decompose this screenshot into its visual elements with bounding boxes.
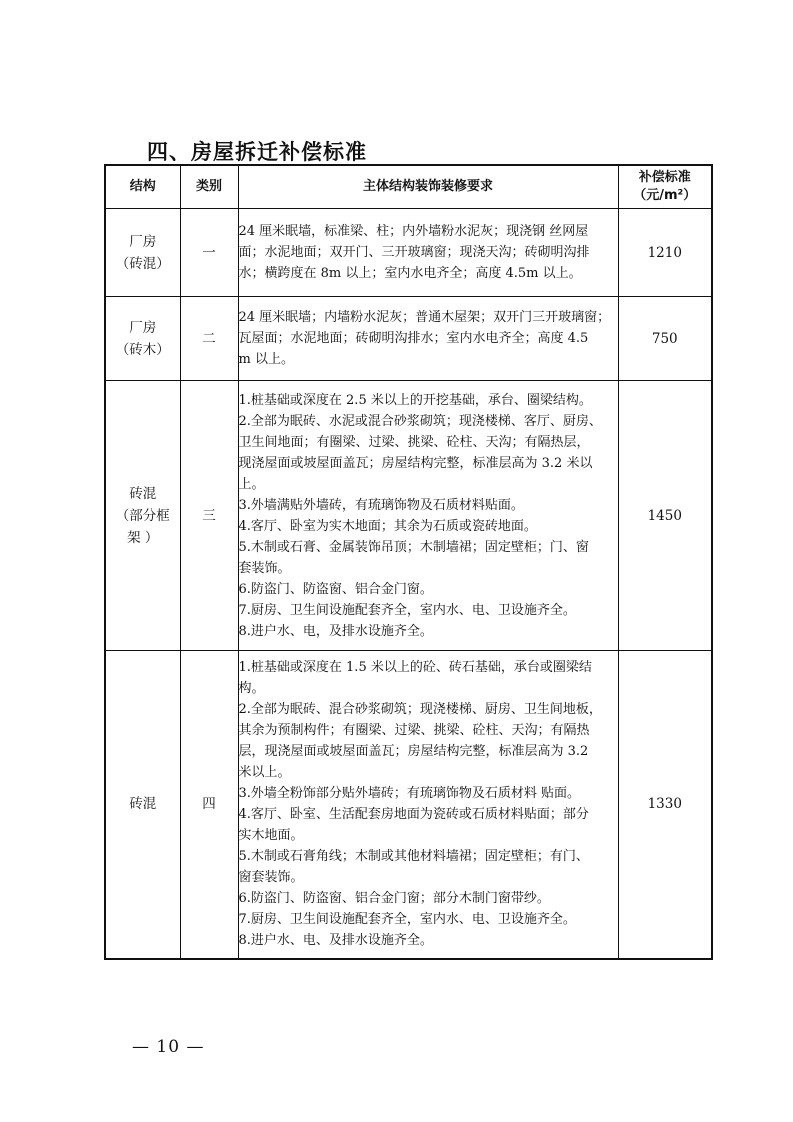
structure-text: 砖混 xyxy=(129,485,157,502)
requirement-line: 实木地面。 xyxy=(238,828,304,844)
requirement-line: 现浇屋面或坡屋面盖瓦；房屋结构完整，标准层高为 3.2 米以 xyxy=(238,455,593,471)
requirement-line: 卫生间地面；有圈梁、过梁、挑梁、砼柱、天沟；有隔热层， xyxy=(238,434,590,450)
header-price-unit: （元/m²） xyxy=(633,188,697,203)
requirement-line: 窗套装饰。 xyxy=(238,870,304,886)
requirement-line: 6.防盗门、防盗窗、铝合金门窗；部分木制门窗带纱。 xyxy=(238,891,550,907)
requirement-line: 4.客厅、卧室、生活配套房地面为瓷砖或石质材料贴面；部分 xyxy=(238,807,589,823)
section-heading: 四、房屋拆迁补偿标准 xyxy=(147,140,367,164)
header-price-line: 补偿标准 xyxy=(638,170,691,185)
table-header-row xyxy=(105,165,712,209)
requirement-line: 8.进户水、电、及排水设施齐全。 xyxy=(238,933,433,949)
requirement-line: 7.厨房、卫生间设施配套齐全，室内水、电、卫设施齐全。 xyxy=(238,602,576,618)
requirement-line: 套装饰。 xyxy=(238,560,291,576)
requirements-cell xyxy=(238,651,618,959)
structure-cell xyxy=(105,209,180,297)
structure-cell xyxy=(105,381,180,651)
requirements-cell xyxy=(238,209,618,297)
requirement-line: 水；横跨度在 8m 以上；室内水电齐全；高度 4.5m 以上。 xyxy=(238,266,582,281)
structure-text: 架 ） xyxy=(127,529,159,546)
structure-text: 厂房 xyxy=(129,319,157,336)
requirement-line: 3.外墙满贴外墙砖，有琉璃饰物及石质材料贴面。 xyxy=(238,497,524,513)
price-cell: 750 xyxy=(618,297,712,381)
requirement-line: 24 厘米眠墙，标准梁、柱；内外墙粉水泥灰；现浇钢 丝网屋 xyxy=(238,224,589,239)
requirement-line: 5.木制或石膏角线；木制或其他材料墙裙；固定壁柜；有门、 xyxy=(238,849,589,865)
structure-text: （部分框 xyxy=(115,507,170,524)
structure-cell xyxy=(105,651,180,959)
requirement-line: 24 厘米眠墙；内墙粉水泥灰；普通木屋架；双开门三开玻璃窗； xyxy=(238,310,611,325)
price-cell: 1210 xyxy=(618,209,712,297)
requirement-line: m 以上。 xyxy=(238,352,294,367)
price-cell: 1330 xyxy=(618,651,712,959)
requirement-line: 4.客厅、卧室为实木地面；其余为石质或瓷砖地面。 xyxy=(238,518,537,534)
category-cell: 一 xyxy=(180,209,238,297)
requirement-line: 1.桩基础或深度在 1.5 米以上的砼、砖石基础，承台或圈梁结 xyxy=(238,660,592,676)
requirement-line: 瓦屋面；水泥地面；砖砌明沟排水；室内水电齐全；高度 4.5 xyxy=(238,331,589,346)
requirement-line: 构。 xyxy=(238,681,265,697)
requirement-line: 1.桩基础或深度在 2.5 米以上的开挖基础，承台、圈梁结构。 xyxy=(238,392,592,408)
requirement-line: 7.厨房、卫生间设施配套齐全，室内水、电、卫设施齐全。 xyxy=(238,912,576,928)
category-cell: 三 xyxy=(180,381,238,651)
requirement-line: 8.进户水、电，及排水设施齐全。 xyxy=(238,623,433,639)
structure-cell xyxy=(105,297,180,381)
requirement-line: 3.外墙全粉饰部分贴外墙砖；有琉璃饰物及石质材料 贴面。 xyxy=(238,786,581,802)
category-cell: 二 xyxy=(180,297,238,381)
category-cell: 四 xyxy=(180,651,238,959)
compensation-table xyxy=(104,164,713,960)
price-cell: 1450 xyxy=(618,381,712,651)
requirement-line: 面；水泥地面；双开门、三开玻璃窗；现浇天沟；砖砌明沟排 xyxy=(238,245,590,260)
requirement-line: 2.全部为眠砖、水泥或混合砂浆砌筑；现浇楼梯、客厅、厨房、 xyxy=(238,413,602,429)
requirement-line: 上。 xyxy=(238,476,265,492)
header-price xyxy=(618,165,712,209)
requirement-line: 6.防盗门、防盗窗、铝合金门窗。 xyxy=(238,581,433,597)
structure-text: 厂房 xyxy=(129,233,157,250)
table-row xyxy=(105,651,712,959)
requirement-line: 米以上。 xyxy=(238,765,291,781)
requirement-line: 其余为预制构件；有圈梁、过梁、挑梁、砼柱、天沟；有隔热 xyxy=(238,723,590,739)
requirements-cell xyxy=(238,381,618,651)
requirements-cell xyxy=(238,297,618,381)
table-row xyxy=(105,297,712,381)
requirement-line: 2.全部为眠砖、混合砂浆砌筑；现浇楼梯、厨房、卫生间地板， xyxy=(238,702,602,718)
header-requirements: 主体结构装饰装修要求 xyxy=(238,165,618,209)
page-number: — 10 — xyxy=(132,1037,205,1057)
table-row xyxy=(105,381,712,651)
structure-text: （砖木） xyxy=(115,341,170,358)
requirement-line: 5.木制或石膏、金属装饰吊顶；木制墙裙；固定壁柜；门、窗 xyxy=(238,539,589,555)
table-row xyxy=(105,209,712,297)
structure-text: 砖混 xyxy=(129,796,157,813)
structure-text: （砖混） xyxy=(115,255,170,272)
header-category: 类别 xyxy=(180,165,238,209)
requirement-line: 层，现浇屋面或坡屋面盖瓦；房屋结构完整，标准层高为 3.2 xyxy=(238,744,589,760)
header-structure: 结构 xyxy=(105,165,180,209)
